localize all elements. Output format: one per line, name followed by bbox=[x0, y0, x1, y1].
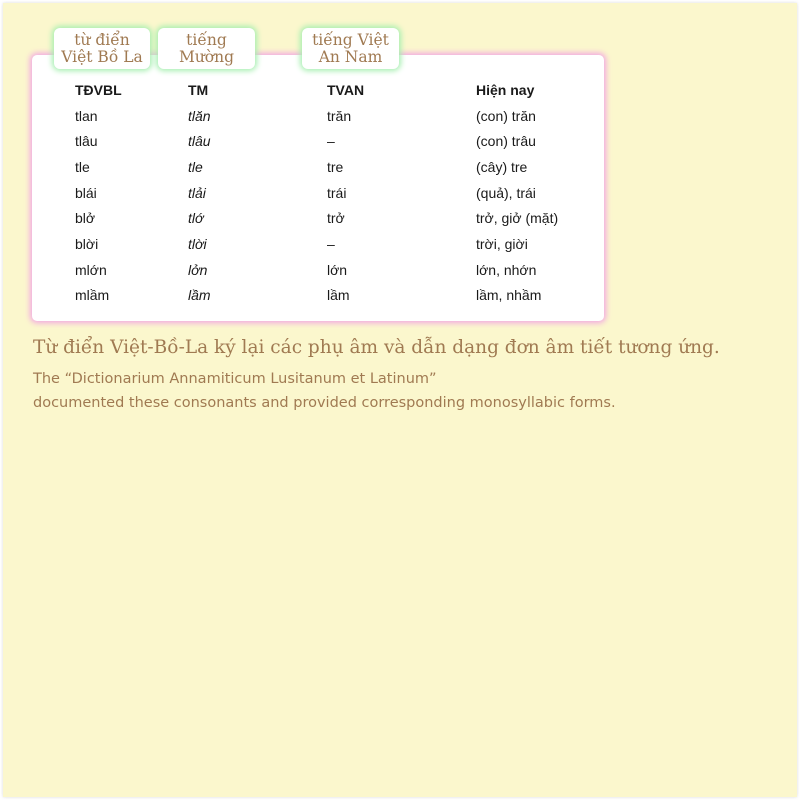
table-cell: (con) trăn bbox=[476, 108, 536, 124]
table-cell: tlớ bbox=[188, 210, 204, 226]
comparison-table bbox=[32, 55, 604, 321]
table-cell: trời, giời bbox=[476, 236, 528, 252]
label-tag-line: An Nam bbox=[318, 47, 383, 66]
table-cell: – bbox=[327, 236, 335, 252]
caption-vietnamese: Từ điển Việt-Bồ-La ký lại các phụ âm và dẫn dạng đơn âm tiết tương ứng. bbox=[33, 337, 720, 358]
table-cell: blái bbox=[75, 185, 97, 201]
table-cell: lởn bbox=[188, 262, 208, 278]
table-cell: lớn bbox=[327, 262, 348, 278]
table-cell: tlời bbox=[188, 236, 207, 252]
caption-english-line: documented these consonants and provided corresponding monosyllabic forms. bbox=[33, 395, 616, 411]
table-cell: lầm, nhầm bbox=[476, 287, 542, 303]
table-cell: blời bbox=[75, 236, 99, 252]
table-cell: trái bbox=[327, 185, 347, 201]
label-tag-line: tiếng bbox=[186, 30, 227, 49]
table-cell: (cây) tre bbox=[476, 159, 528, 175]
table-cell: tlâu bbox=[75, 133, 98, 149]
caption-english-line: The “Dictionarium Annamiticum Lusitanum et Latinum” bbox=[33, 371, 437, 387]
label-tag-line: từ điển bbox=[74, 30, 130, 49]
table-cell: trở bbox=[327, 210, 345, 226]
label-tag-tdvbl bbox=[54, 28, 150, 69]
page bbox=[3, 3, 797, 797]
table-cell: mlầm bbox=[75, 287, 110, 303]
label-tag-tvan bbox=[302, 28, 399, 69]
table-cell: trăn bbox=[327, 108, 352, 124]
table-cell: (quả), trái bbox=[476, 185, 536, 201]
table-cell: tlải bbox=[188, 185, 206, 201]
label-tag-line: Việt Bồ La bbox=[61, 47, 143, 66]
label-tag-line: tiếng Việt bbox=[312, 30, 389, 49]
table-cell: lầm bbox=[188, 287, 211, 303]
table-cell: blở bbox=[75, 210, 96, 226]
label-tag-tm bbox=[158, 28, 255, 69]
table-cell: tle bbox=[188, 159, 203, 175]
table-cell: mlớn bbox=[75, 262, 107, 278]
table-header-cell: TVAN bbox=[327, 82, 365, 98]
table-cell: tre bbox=[327, 159, 344, 175]
table-cell: (con) trâu bbox=[476, 133, 536, 149]
table-cell: tlâu bbox=[188, 133, 211, 149]
table-cell: tlan bbox=[75, 108, 98, 124]
table-cell: tle bbox=[75, 159, 90, 175]
table-cell: tlăn bbox=[188, 108, 211, 124]
label-tag-line: Mường bbox=[178, 47, 235, 66]
table-header-cell: TM bbox=[188, 82, 209, 98]
table-header-cell: Hiện nay bbox=[476, 82, 535, 98]
table-cell: trở, giở (mặt) bbox=[476, 210, 559, 226]
table-cell: – bbox=[327, 133, 335, 149]
table-cell: lớn, nhớn bbox=[476, 262, 537, 278]
caption-english bbox=[33, 367, 616, 415]
table-header-cell: TĐVBL bbox=[75, 82, 122, 98]
table-cell: lầm bbox=[327, 287, 350, 303]
